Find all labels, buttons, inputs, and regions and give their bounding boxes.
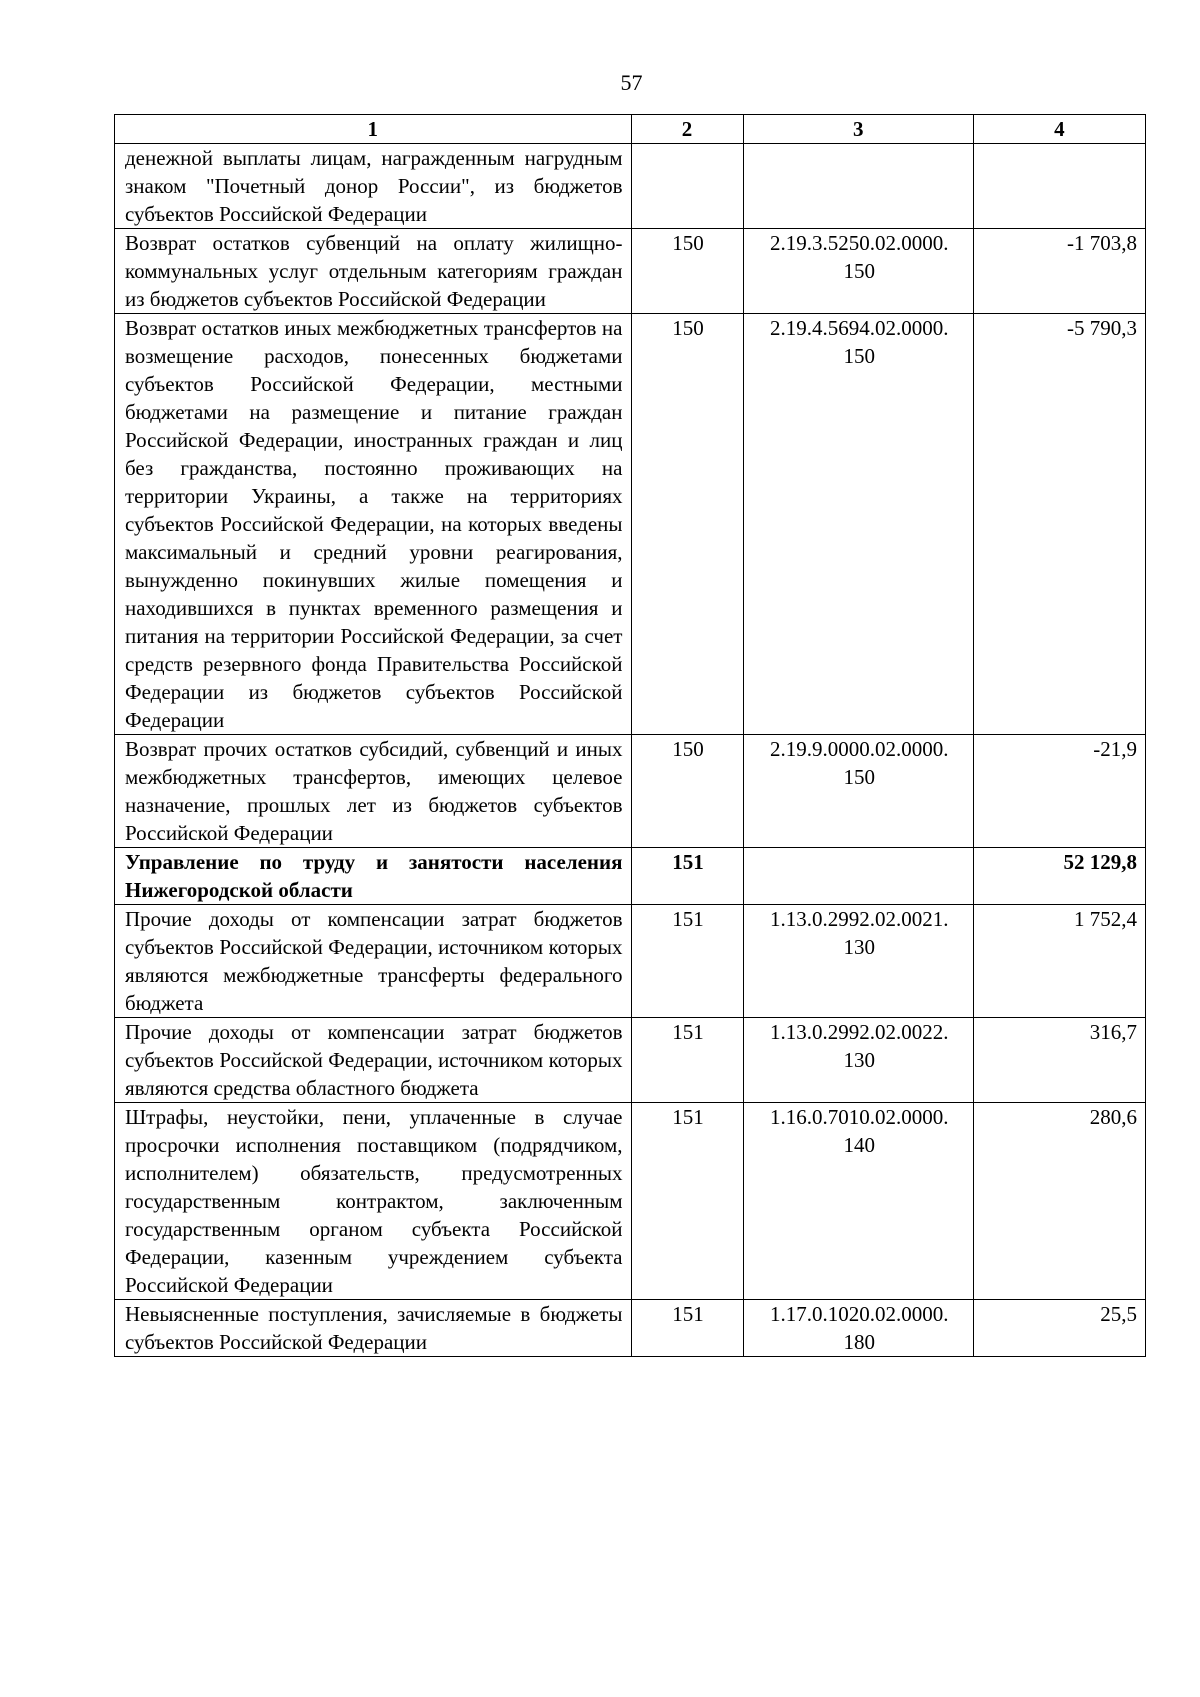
row-budget-classification-code: 1.16.0.7010.02.0000. 140: [743, 1103, 973, 1300]
table-header: [115, 115, 1146, 144]
table-row: [115, 905, 1146, 1018]
row-budget-classification-code: 1.13.0.2992.02.0022. 130: [743, 1018, 973, 1103]
row-amount: 280,6: [973, 1103, 1145, 1300]
table-row: [115, 144, 1146, 229]
row-description: Прочие доходы от компенсации затрат бюджетов субъектов Российской Федерации, источником которых являются средства областного бюджета: [115, 1018, 632, 1103]
row-admin-code: 151: [631, 1300, 743, 1357]
row-admin-code: 150: [631, 735, 743, 848]
column-header-4: 4: [973, 115, 1145, 144]
table-row: [115, 314, 1146, 735]
row-amount: 52 129,8: [973, 848, 1145, 905]
row-admin-code: 151: [631, 1018, 743, 1103]
table-row: [115, 229, 1146, 314]
column-header-2: 2: [631, 115, 743, 144]
row-budget-classification-code: [743, 144, 973, 229]
row-amount: [973, 144, 1145, 229]
row-budget-classification-code: 1.17.0.1020.02.0000. 180: [743, 1300, 973, 1357]
table-body: [115, 144, 1146, 1357]
column-header-3: 3: [743, 115, 973, 144]
row-admin-code: 150: [631, 314, 743, 735]
row-amount: 1 752,4: [973, 905, 1145, 1018]
header-row: [115, 115, 1146, 144]
budget-revenue-table: [114, 114, 1146, 1357]
row-description: Возврат прочих остатков субсидий, субвенций и иных межбюджетных трансфертов, имеющих целевое назначение, прошлых лет из бюджетов субъектов Российской Федерации: [115, 735, 632, 848]
column-header-1: 1: [115, 115, 632, 144]
row-amount: 316,7: [973, 1018, 1145, 1103]
table-row: [115, 1018, 1146, 1103]
row-budget-classification-code: 1.13.0.2992.02.0021. 130: [743, 905, 973, 1018]
row-admin-code: 150: [631, 229, 743, 314]
page-number: 57: [620, 70, 643, 95]
row-budget-classification-code: [743, 848, 973, 905]
row-description: Управление по труду и занятости населения Нижегородской области: [115, 848, 632, 905]
row-description: Возврат остатков субвенций на оплату жилищно-коммунальных услуг отдельным категориям граждан из бюджетов субъектов Российской Федерации: [115, 229, 632, 314]
row-budget-classification-code: 2.19.9.0000.02.0000. 150: [743, 735, 973, 848]
row-amount: -1 703,8: [973, 229, 1145, 314]
row-admin-code: 151: [631, 1103, 743, 1300]
row-description: Прочие доходы от компенсации затрат бюджетов субъектов Российской Федерации, источником которых являются межбюджетные трансферты федерального бюджета: [115, 905, 632, 1018]
row-budget-classification-code: 2.19.4.5694.02.0000. 150: [743, 314, 973, 735]
table-row: [115, 1103, 1146, 1300]
table-row: [115, 735, 1146, 848]
table-row: [115, 1300, 1146, 1357]
table-row: [115, 848, 1146, 905]
row-admin-code: 151: [631, 905, 743, 1018]
row-description: Штрафы, неустойки, пени, уплаченные в случае просрочки исполнения поставщиком (подрядчиком, исполнителем) обязательств, предусмотренных государственным контрактом, заключенным государственным органом субъекта Российской Федерации, казенным учреждением субъекта Российской Федерации: [115, 1103, 632, 1300]
row-amount: 25,5: [973, 1300, 1145, 1357]
row-budget-classification-code: 2.19.3.5250.02.0000. 150: [743, 229, 973, 314]
row-admin-code: [631, 144, 743, 229]
row-description: денежной выплаты лицам, награжденным нагрудным знаком "Почетный донор России", из бюджетов субъектов Российской Федерации: [115, 144, 632, 229]
row-description: Возврат остатков иных межбюджетных трансфертов на возмещение расходов, понесенных бюджетами субъектов Российской Федерации, местными бюджетами на размещение и питание граждан Российской Федерации, иностранных граждан и лиц без гражданства, постоянно проживающих на территории Украины, а также на территориях субъектов Российской Федерации, на которых введены максимальный и средний уровни реагирования, вынужденно покинувших жилые помещения и находившихся в пунктах временного размещения и питания на территории Российской Федерации, за счет средств резервного фонда Правительства Российской Федерации из бюджетов субъектов Российской Федерации: [115, 314, 632, 735]
row-description: Невыясненные поступления, зачисляемые в бюджеты субъектов Российской Федерации: [115, 1300, 632, 1357]
row-admin-code: 151: [631, 848, 743, 905]
row-amount: -21,9: [973, 735, 1145, 848]
row-amount: -5 790,3: [973, 314, 1145, 735]
